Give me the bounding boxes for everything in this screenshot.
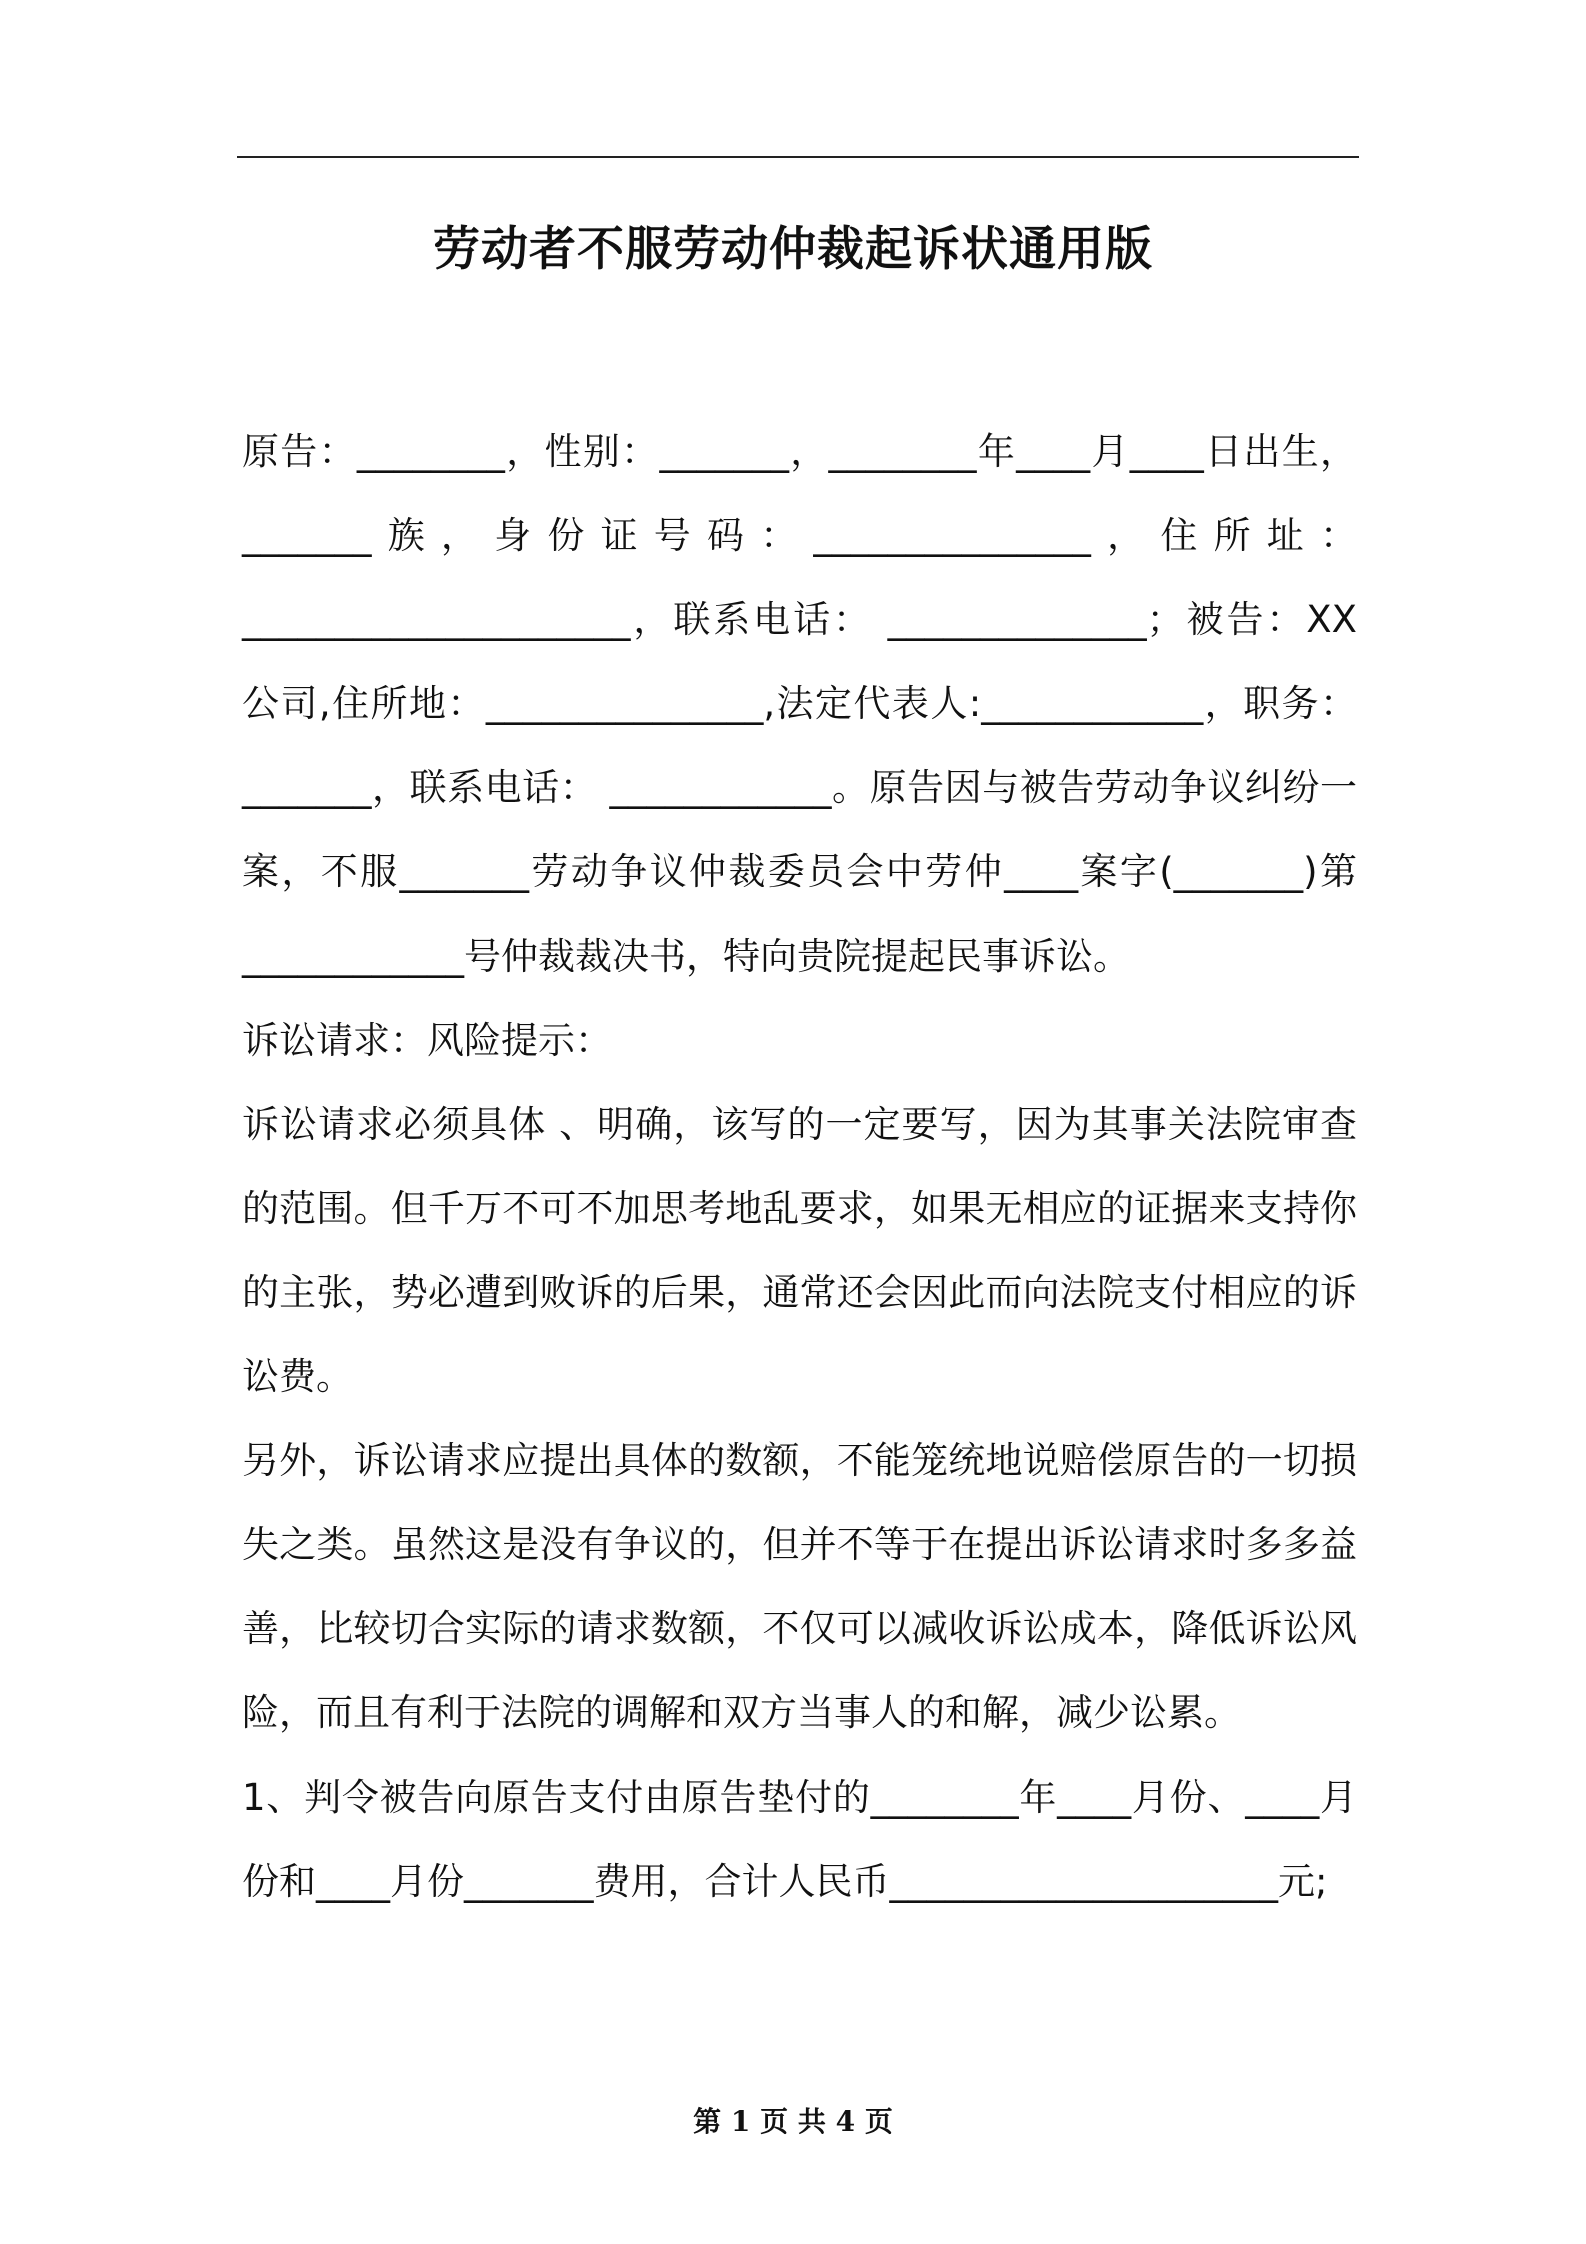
page-number-footer: 第 1 页 共 4 页 [693,2105,893,2138]
paragraph-claims-heading: 诉讼请求：风险提示： [242,1018,612,1062]
document-title: 劳动者不服劳动仲裁起诉状通用版 [433,222,1153,277]
paragraph-risk-note-1: 诉讼请求必须具体 、明确，该写的一定要写，因为其事关法院审查的范围。但千万不可不加思考地乱要求，如果无相应的证据来支持你的主张，势必遭到败诉的后果，通常还会因此而向法院支付相应的诉讼费。 [242,1102,1357,1399]
header-rule [237,156,1359,158]
paragraph-claim-1: 1、判令被告向原告支付由原告垫付的________年____月份、____月份和____月份_______费用，合计人民币_____________________元; [242,1775,1357,1903]
document-body [242,410,1357,1924]
paragraph-risk-note-2: 另外，诉讼请求应提出具体的数额，不能笼统地说赔偿原告的一切损失之类。虽然这是没有争议的，但并不等于在提出诉讼请求时多多益善，比较切合实际的请求数额，不仅可以减收诉讼成本，降低诉讼风险，而且有利于法院的调解和双方当事人的和解，减少讼累。 [242,1439,1357,1735]
paragraph-parties: 原告：________，性别：_______，________年____月____日出生，_______族，身份证号码：_______________，住所址：_____________________，联系电话： ______________；被告：XX公司,住所地：_______________,法定代表人:____________，职务：_______，联系电话： ____________。原告因与被告劳动争议纠纷一案，不服_______劳动争议仲裁委员会中劳仲____案字(_______)第____________号仲裁裁决书，特向贵院提起民事诉讼。 [242,430,1357,978]
